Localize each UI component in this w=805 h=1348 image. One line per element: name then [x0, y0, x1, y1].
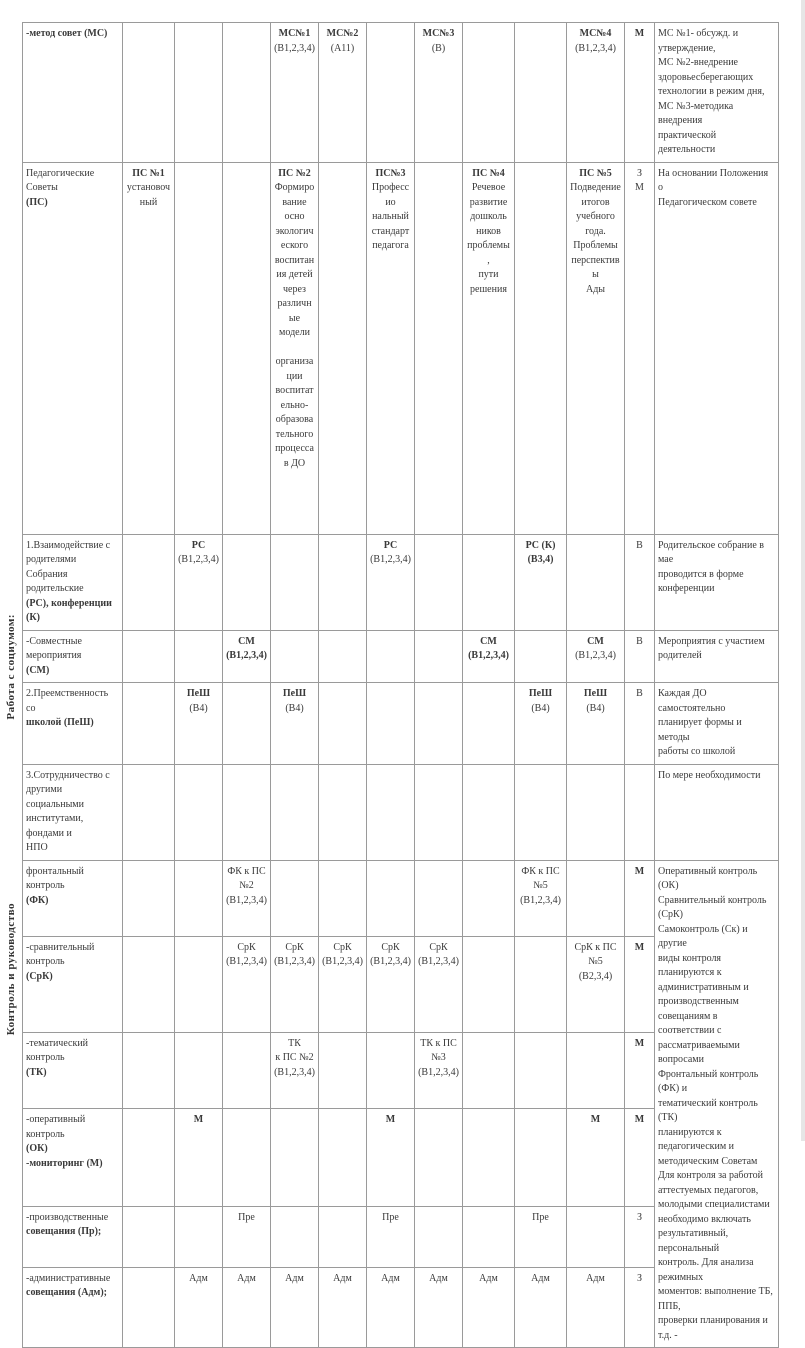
document-page: [0, 22, 805, 1341]
schedule-cell: МС№3 (В): [415, 23, 463, 163]
schedule-cell: [123, 764, 175, 860]
schedule-cell: СрК (В1,2,3,4): [271, 936, 319, 1032]
schedule-cell: ПеШ (В4): [175, 683, 223, 765]
schedule-cell: [123, 683, 175, 765]
schedule-cell: [367, 764, 415, 860]
schedule-cell: [567, 534, 625, 630]
row-name: -Совместные мероприятия (СМ): [23, 630, 123, 683]
schedule-cell: [223, 162, 271, 534]
schedule-cell: [367, 860, 415, 936]
schedule-cell: [175, 1032, 223, 1108]
schedule-cell: [319, 630, 367, 683]
schedule-cell: Адм: [415, 1267, 463, 1347]
schedule-cell: МС№2 (А11): [319, 23, 367, 163]
schedule-cell: М: [567, 1109, 625, 1207]
schedule-cell: ФК к ПС №5 (В1,2,3,4): [515, 860, 567, 936]
row-note: На основании Положения о Педагогическом совете: [655, 162, 779, 534]
row-name: 2.Преемственность со школой (ПеШ): [23, 683, 123, 765]
schedule-cell: [463, 1206, 515, 1267]
schedule-cell: Пре: [515, 1206, 567, 1267]
schedule-cell: [415, 764, 463, 860]
schedule-cell: [415, 1206, 463, 1267]
schedule-cell: [367, 23, 415, 163]
schedule-cell: [223, 683, 271, 765]
schedule-cell: [515, 1109, 567, 1207]
table-row: [23, 162, 779, 534]
schedule-cell: [319, 1032, 367, 1108]
schedule-cell: [123, 630, 175, 683]
schedule-cell: Адм: [271, 1267, 319, 1347]
row-name: -сравнительный контроль (СрК): [23, 936, 123, 1032]
schedule-cell: СрК (В1,2,3,4): [367, 936, 415, 1032]
schedule-cell: Адм: [319, 1267, 367, 1347]
schedule-cell: [567, 764, 625, 860]
schedule-cell: [175, 630, 223, 683]
schedule-cell: [415, 683, 463, 765]
schedule-cell: РС (К) (В3,4): [515, 534, 567, 630]
table-row: [23, 764, 779, 860]
schedule-cell: ТК к ПС №3 (В1,2,3,4): [415, 1032, 463, 1108]
schedule-cell: [123, 1032, 175, 1108]
schedule-cell: [271, 534, 319, 630]
row-name: Педагогические Советы (ПС): [23, 162, 123, 534]
schedule-cell: ПеШ (В4): [271, 683, 319, 765]
schedule-cell: З М: [625, 162, 655, 534]
schedule-cell: В: [625, 534, 655, 630]
schedule-cell: [625, 764, 655, 860]
schedule-cell: [223, 764, 271, 860]
table-row: [23, 683, 779, 765]
schedule-cell: [515, 630, 567, 683]
schedule-cell: М: [367, 1109, 415, 1207]
schedule-cell: СМ (В1,2,3,4): [567, 630, 625, 683]
scan-edge: [801, 0, 805, 1141]
schedule-cell: [367, 630, 415, 683]
schedule-cell: ПС №5 Подведение итогов учебного года. Проблемы перспективы Ады: [567, 162, 625, 534]
row-name: -производственные совещания (Пр);: [23, 1206, 123, 1267]
schedule-cell: [123, 534, 175, 630]
row-name: 1.Взаимодействие с родителями Собрания родительские (РС), конференции (К): [23, 534, 123, 630]
schedule-cell: [175, 23, 223, 163]
schedule-cell: [123, 1206, 175, 1267]
schedule-cell: [515, 936, 567, 1032]
schedule-cell: [515, 764, 567, 860]
schedule-cell: [463, 23, 515, 163]
schedule-cell: [271, 1206, 319, 1267]
schedule-cell: [223, 534, 271, 630]
side-label-control: Контроль и руководство: [5, 903, 17, 1036]
schedule-cell: [319, 162, 367, 534]
schedule-cell: [567, 860, 625, 936]
row-name: 3.Сотрудничество с другими социальными институтами, фондами и НПО: [23, 764, 123, 860]
schedule-cell: СрК (В1,2,3,4): [223, 936, 271, 1032]
schedule-cell: Пре: [367, 1206, 415, 1267]
schedule-cell: [319, 1206, 367, 1267]
schedule-cell: РС (В1,2,3,4): [367, 534, 415, 630]
schedule-cell: [319, 534, 367, 630]
schedule-cell: [123, 1109, 175, 1207]
row-note: Мероприятия с участием родителей: [655, 630, 779, 683]
schedule-cell: [367, 683, 415, 765]
schedule-cell: СМ (В1,2,3,4): [463, 630, 515, 683]
schedule-cell: [515, 23, 567, 163]
schedule-cell: ТК к ПС №2 (В1,2,3,4): [271, 1032, 319, 1108]
schedule-cell: [123, 23, 175, 163]
schedule-cell: [271, 860, 319, 936]
schedule-cell: Адм: [223, 1267, 271, 1347]
schedule-cell: СМ (В1,2,3,4): [223, 630, 271, 683]
row-name: фронтальный контроль (ФК): [23, 860, 123, 936]
schedule-cell: [415, 1109, 463, 1207]
table-row: [23, 860, 779, 936]
schedule-cell: [567, 1032, 625, 1108]
schedule-cell: [223, 1032, 271, 1108]
table-row: [23, 630, 779, 683]
schedule-cell: [271, 630, 319, 683]
schedule-cell: Адм: [463, 1267, 515, 1347]
schedule-cell: ПС №4 Речевое развитие дошколь ников проблемы, пути решения: [463, 162, 515, 534]
schedule-cell: СрК (В1,2,3,4): [319, 936, 367, 1032]
table-row: [23, 534, 779, 630]
schedule-cell: М: [625, 860, 655, 936]
row-name: -тематический контроль (ТК): [23, 1032, 123, 1108]
schedule-cell: [319, 683, 367, 765]
plan-table: [22, 22, 779, 1348]
schedule-cell: М: [625, 23, 655, 163]
schedule-cell: [415, 630, 463, 683]
schedule-cell: СрК (В1,2,3,4): [415, 936, 463, 1032]
side-label-social: Работа с социумом:: [5, 614, 17, 720]
schedule-cell: [415, 860, 463, 936]
schedule-cell: [175, 764, 223, 860]
schedule-cell: [319, 1109, 367, 1207]
schedule-cell: В: [625, 683, 655, 765]
schedule-cell: М: [625, 1109, 655, 1207]
schedule-cell: [567, 1206, 625, 1267]
schedule-cell: СрК к ПС №5 (В2,3,4): [567, 936, 625, 1032]
schedule-cell: М: [625, 936, 655, 1032]
schedule-cell: ПеШ (В4): [567, 683, 625, 765]
row-name: -административные совещания (Адм);: [23, 1267, 123, 1347]
row-name: -оперативный контроль (ОК) -мониторинг (М): [23, 1109, 123, 1207]
schedule-cell: [463, 936, 515, 1032]
schedule-cell: Адм: [367, 1267, 415, 1347]
schedule-cell: Адм: [175, 1267, 223, 1347]
schedule-cell: ПС №1 установочный: [123, 162, 175, 534]
schedule-cell: РС (В1,2,3,4): [175, 534, 223, 630]
schedule-cell: [415, 162, 463, 534]
schedule-cell: [515, 162, 567, 534]
schedule-cell: [223, 1109, 271, 1207]
schedule-cell: ПС№3 Профессио нальный стандарт педагога: [367, 162, 415, 534]
schedule-cell: З: [625, 1206, 655, 1267]
schedule-cell: [319, 860, 367, 936]
table-row: [23, 23, 779, 163]
schedule-cell: М: [625, 1032, 655, 1108]
schedule-cell: [123, 860, 175, 936]
schedule-cell: [415, 534, 463, 630]
schedule-cell: [463, 764, 515, 860]
schedule-cell: Адм: [515, 1267, 567, 1347]
schedule-cell: ПС №2 Формиро вание осно экологич еского воспитан ия детей через различн ые модели организа ции воспитат ельно- образова тельного процесса в ДО: [271, 162, 319, 534]
schedule-cell: [463, 1109, 515, 1207]
schedule-cell: МС№1 (В1,2,3,4): [271, 23, 319, 163]
schedule-cell: [463, 1032, 515, 1108]
row-note: По мере необходимости: [655, 764, 779, 860]
schedule-cell: З: [625, 1267, 655, 1347]
schedule-cell: [223, 23, 271, 163]
schedule-cell: [175, 936, 223, 1032]
schedule-cell: [175, 860, 223, 936]
schedule-cell: Пре: [223, 1206, 271, 1267]
schedule-cell: [367, 1032, 415, 1108]
schedule-cell: ФК к ПС №2 (В1,2,3,4): [223, 860, 271, 936]
schedule-cell: [123, 1267, 175, 1347]
schedule-cell: [175, 162, 223, 534]
schedule-cell: В: [625, 630, 655, 683]
schedule-cell: ПеШ (В4): [515, 683, 567, 765]
schedule-cell: [123, 936, 175, 1032]
schedule-cell: [271, 1109, 319, 1207]
row-note: Каждая ДО самостоятельно планирует формы и методы работы со школой: [655, 683, 779, 765]
schedule-cell: [319, 764, 367, 860]
row-note: Родительское собрание в мае проводится в форме конференции: [655, 534, 779, 630]
schedule-cell: [175, 1206, 223, 1267]
schedule-cell: Адм: [567, 1267, 625, 1347]
row-note: МС №1- обсужд. и утверждение, МС №2-внедрение здоровьесберегающих технологии в режим дня, МС №3-методика внедрения практической деятельности: [655, 23, 779, 163]
schedule-cell: М: [175, 1109, 223, 1207]
schedule-cell: [271, 764, 319, 860]
schedule-cell: [463, 683, 515, 765]
row-note: Оперативный контроль (ОК) Сравнительный контроль (СрК) Самоконтроль (Ск) и другие виды контроля планируются к административным и производственным совещаниям в соответствии с рассматриваемыми вопросами Фронтальный контроль (ФК) и тематический контроль (ТК) планируются к педагогическим и методическим Советам Для контроля за работой аттестуемых педагогов, молодыми специалистами необходимо включать результативный, персональный контроль. Для анализа режимных моментов: выполнение ТБ, ППБ, проверки планирования и т.д. -: [655, 860, 779, 1348]
schedule-cell: [463, 860, 515, 936]
schedule-cell: [463, 534, 515, 630]
row-name: -метод совет (МС): [23, 23, 123, 163]
schedule-cell: МС№4 (В1,2,3,4): [567, 23, 625, 163]
schedule-cell: [515, 1032, 567, 1108]
